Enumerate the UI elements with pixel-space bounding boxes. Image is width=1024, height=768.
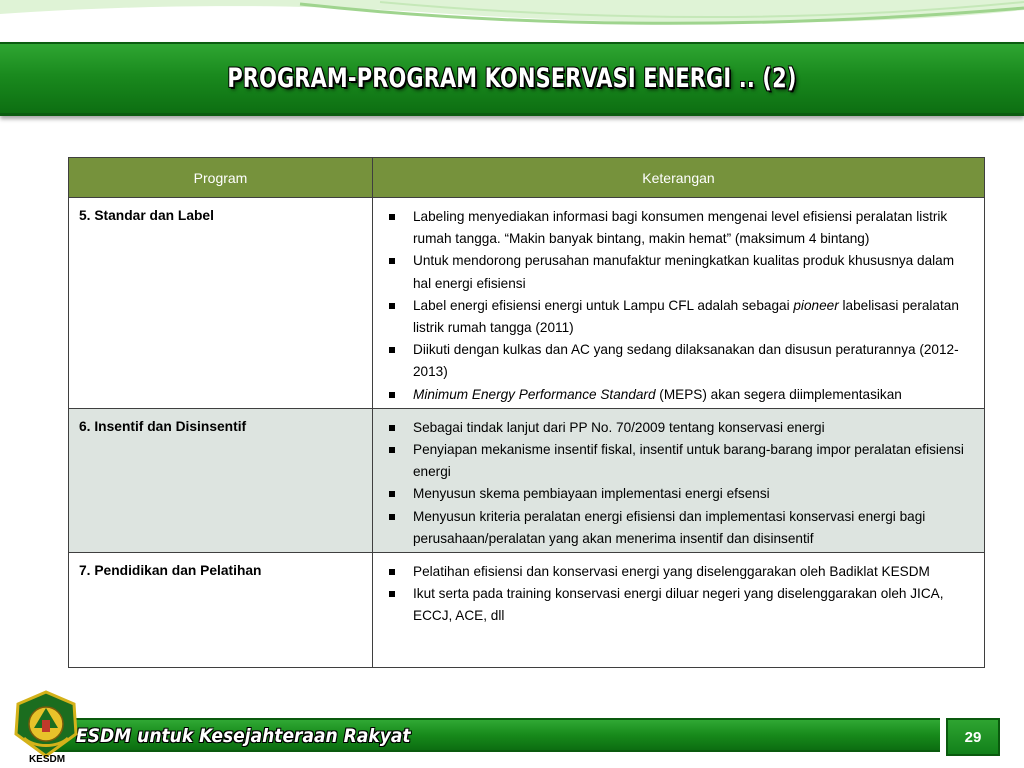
slide-title: PROGRAM-PROGRAM KONSERVASI ENERGI .. (2) xyxy=(227,63,797,94)
list-item: Menyusun skema pembiayaan implementasi energi efsensi xyxy=(387,483,974,505)
list-item: Sebagai tindak lanjut dari PP No. 70/2009 tentang konservasi energi xyxy=(387,417,974,439)
item-text: labelisasi peralatan listrik rumah tangga (2011) xyxy=(413,297,959,336)
header-program: Program xyxy=(69,158,373,198)
page-number-box xyxy=(946,718,1000,756)
list-item xyxy=(387,384,974,406)
list-item: Penyiapan mekanisme insentif fiskal, insentif untuk barang-barang impor peralatan efisiensi energi xyxy=(387,439,974,483)
item-text: Label energi efisiensi energi untuk Lampu CFL adalah sebagai xyxy=(413,297,794,313)
list-item: Untuk mendorong perusahan manufaktur meningkatkan kualitas produk khususnya dalam hal energi efisiensi xyxy=(387,250,974,294)
bullet-list xyxy=(387,417,974,550)
table-header-row xyxy=(69,158,985,198)
list-item xyxy=(387,295,974,339)
list-item: Labeling menyediakan informasi bagi konsumen mengenai level efisiensi peralatan listrik rumah tangga. “Makin banyak bintang, makin hemat” (maksimum 4 bintang) xyxy=(387,206,974,250)
title-banner xyxy=(0,42,1024,116)
program-table xyxy=(68,157,985,668)
footer-tagline: ESDM untuk Kesejahteraan Rakyat xyxy=(76,725,411,747)
bullet-list xyxy=(387,561,974,628)
keterangan-cell xyxy=(373,553,985,668)
list-item: Pelatihan efisiensi dan konservasi energi yang diselenggarakan oleh Badiklat KESDM xyxy=(387,561,974,583)
keterangan-cell xyxy=(373,408,985,552)
top-wave-decoration xyxy=(0,0,1024,40)
item-text: (MEPS) akan segera diimplementasikan xyxy=(655,386,902,402)
table-row xyxy=(69,198,985,409)
list-item: Menyusun kriteria peralatan energi efisiensi dan implementasi konservasi energi bagi perusahaan/peralatan yang akan menerima insentif dan disinsentif xyxy=(387,506,974,550)
table-row xyxy=(69,408,985,552)
program-cell: 6. Insentif dan Disinsentif xyxy=(69,408,373,552)
item-italic-text: Minimum Energy Performance Standard xyxy=(413,386,656,402)
list-item: Diikuti dengan kulkas dan AC yang sedang dilaksanakan dan disusun peraturannya (2012-2013) xyxy=(387,339,974,383)
keterangan-cell xyxy=(373,198,985,409)
header-keterangan: Keterangan xyxy=(373,158,985,198)
program-cell: 5. Standar dan Label xyxy=(69,198,373,409)
item-italic-text: pioneer xyxy=(793,297,839,313)
list-item: Ikut serta pada training konservasi energi diluar negeri yang diselenggarakan oleh JICA, ECCJ, ACE, dll xyxy=(387,583,974,627)
logo-label: KESDM xyxy=(28,754,66,765)
bullet-list xyxy=(387,206,974,406)
page-number: 29 xyxy=(964,728,982,746)
table-row xyxy=(69,553,985,668)
program-cell: 7. Pendidikan dan Pelatihan xyxy=(69,553,373,668)
